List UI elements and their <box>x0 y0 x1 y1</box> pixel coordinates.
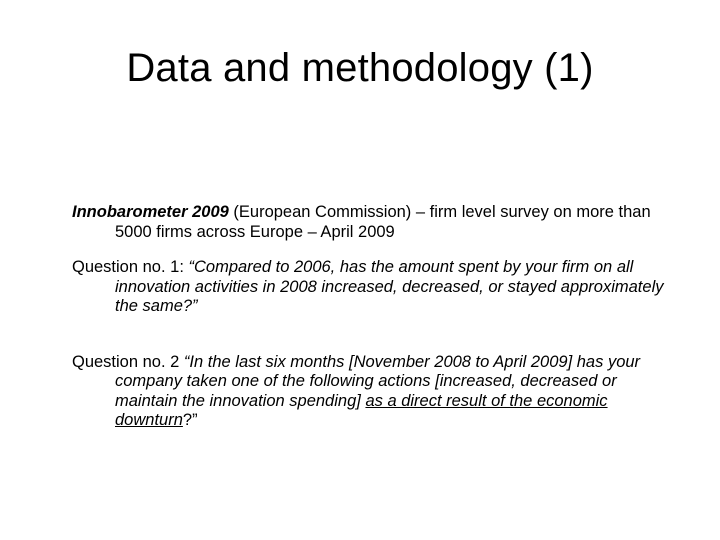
question-2-text: “In the last six months [November 2008 to April 2009] has your company taken one of the following actions [increased, decreased or maintain the innovation spending] <box>115 352 641 410</box>
slide-title: Data and methodology (1) <box>126 46 594 90</box>
paragraph-innobarometer <box>72 203 672 242</box>
question-2-end: ?” <box>182 411 198 429</box>
paragraph-question-2 <box>72 353 672 431</box>
question-1-label: Question no. 1: <box>72 258 189 276</box>
source-name: Innobarometer 2009 <box>72 203 229 221</box>
question-2-label: Question no. 2 <box>72 352 184 371</box>
slide-body <box>72 203 672 431</box>
paragraph-question-1 <box>72 258 672 317</box>
source-detail: (European Commission) – firm level survey on more than 5000 firms across Europe – April 2009 <box>115 203 651 241</box>
question-1-text: “Compared to 2006, has the amount spent by your firm on all innovation activities in 2008 increased, decreased, or stayed approximately the same?” <box>115 258 664 315</box>
question-2-underlined: as a direct result of the economic downturn <box>115 391 608 429</box>
